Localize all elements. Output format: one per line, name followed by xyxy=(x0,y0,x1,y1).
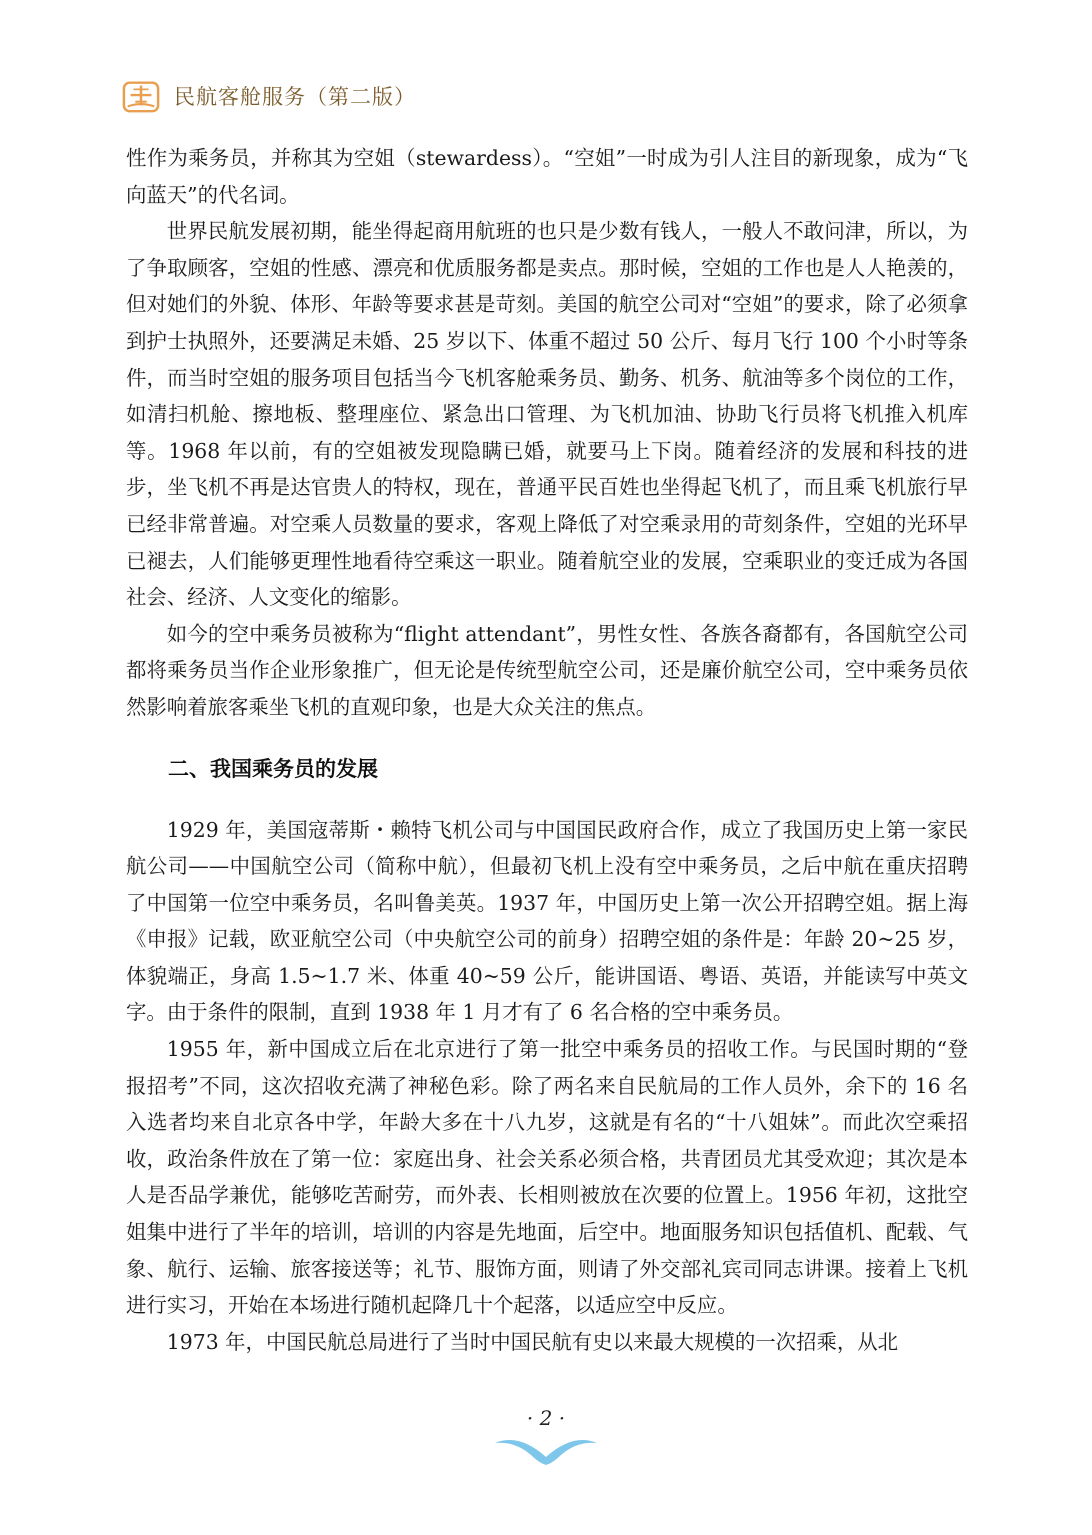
section-heading: 二、我国乘务员的发展 xyxy=(168,756,378,781)
paragraph: 1973 年，中国民航总局进行了当时中国民航有史以来最大规模的一次招乘，从北 xyxy=(166,1329,899,1354)
book-title: 民航客舱服务（第二版） xyxy=(174,85,416,109)
wave-ornament-icon xyxy=(491,1433,601,1469)
page-number: · 2 · xyxy=(526,1406,566,1430)
paragraph: 如今的空中乘务员被称为“flight attendant”，男性女性、各族各裔都有，各国航空公司都将乘务员当作企业形象推广，但无论是传统型航空公司，还是廉价航空公司，空中乘务员依然影响着旅客乘坐飞机的直观印象，也是大众关注的焦点。 xyxy=(126,621,968,719)
book-airplane-logo-icon xyxy=(122,77,160,115)
page-footer xyxy=(0,1405,1092,1469)
paragraph: 世界民航发展初期，能坐得起商用航班的也只是少数有钱人，一般人不敢问津，所以，为了争取顾客，空姐的性感、漂亮和优质服务都是卖点。那时候，空姐的工作也是人人艳羡的，但对她们的外貌、体形、年龄等要求甚是苛刻。美国的航空公司对“空姐”的要求，除了必须拿到护士执照外，还要满足未婚、25 岁以下、体重不超过 50 公斤、每月飞行 100 个小时等条件，而当时空姐的服务项目包括当今飞机客舱乘务员、勤务、机务、航油等多个岗位的工作，如清扫机舱、擦地板、整理座位、紧急出口管理、为飞机加油、协助飞行员将飞机推入机库等。1968 年以前，有的空姐被发现隐瞒已婚，就要马上下岗。随着经济的发展和科技的进步，坐飞机不再是达官贵人的特权，现在，普通平民百姓也坐得起飞机了，而且乘飞机旅行早已经非常普遍。对空乘人员数量的要求，客观上降低了对空乘录用的苛刻条件，空姐的光环早已褪去，人们能够更理性地看待空乘这一职业。随着航空业的发展，空乘职业的变迁成为各国社会、经济、人文变化的缩影。 xyxy=(126,219,968,610)
paragraph: 1929 年，美国寇蒂斯・赖特飞机公司与中国国民政府合作，成立了我国历史上第一家民航公司——中国航空公司（简称中航），但最初飞机上没有空中乘务员，之后中航在重庆招聘了中国第一位空中乘务员，名叫鲁美英。1937 年，中国历史上第一次公开招聘空姐。据上海《申报》记载，欧亚航空公司（中央航空公司的前身）招聘空姐的条件是：年龄 20~25 岁，体貌端正，身高 1.5~1.7 米、体重 40~59 公斤，能讲国语、粤语、英语，并能读写中英文字。由于条件的限制，直到 1938 年 1 月才有了 6 名合格的空中乘务员。 xyxy=(126,817,968,1025)
running-header xyxy=(122,76,416,116)
paragraph: 1955 年，新中国成立后在北京进行了第一批空中乘务员的招收工作。与民国时期的“登报招考”不同，这次招收充满了神秘色彩。除了两名来自民航局的工作人员外，余下的 16 名入选者均来自北京各中学，年龄大多在十八九岁，这就是有名的“十八姐妹”。而此次空乘招收，政治条件放在了第一位：家庭出身、社会关系必须合格，共青团员尤其受欢迎；其次是本人是否品学兼优，能够吃苦耐劳，而外表、长相则被放在次要的位置上。1956 年初，这批空姐集中进行了半年的培训，培训的内容是先地面，后空中。地面服务知识包括值机、配载、气象、航行、运输、旅客接送等；礼节、服饰方面，则请了外交部礼宾司同志讲课。接着上飞机进行实习，开始在本场进行随机起降几十个起落，以适应空中反应。 xyxy=(126,1037,968,1318)
page-body xyxy=(126,140,968,1360)
paragraph-continued: 性作为乘务员，并称其为空姐（stewardess）。“空姐”一时成为引人注目的新现象，成为“飞向蓝天”的代名词。 xyxy=(126,146,968,207)
